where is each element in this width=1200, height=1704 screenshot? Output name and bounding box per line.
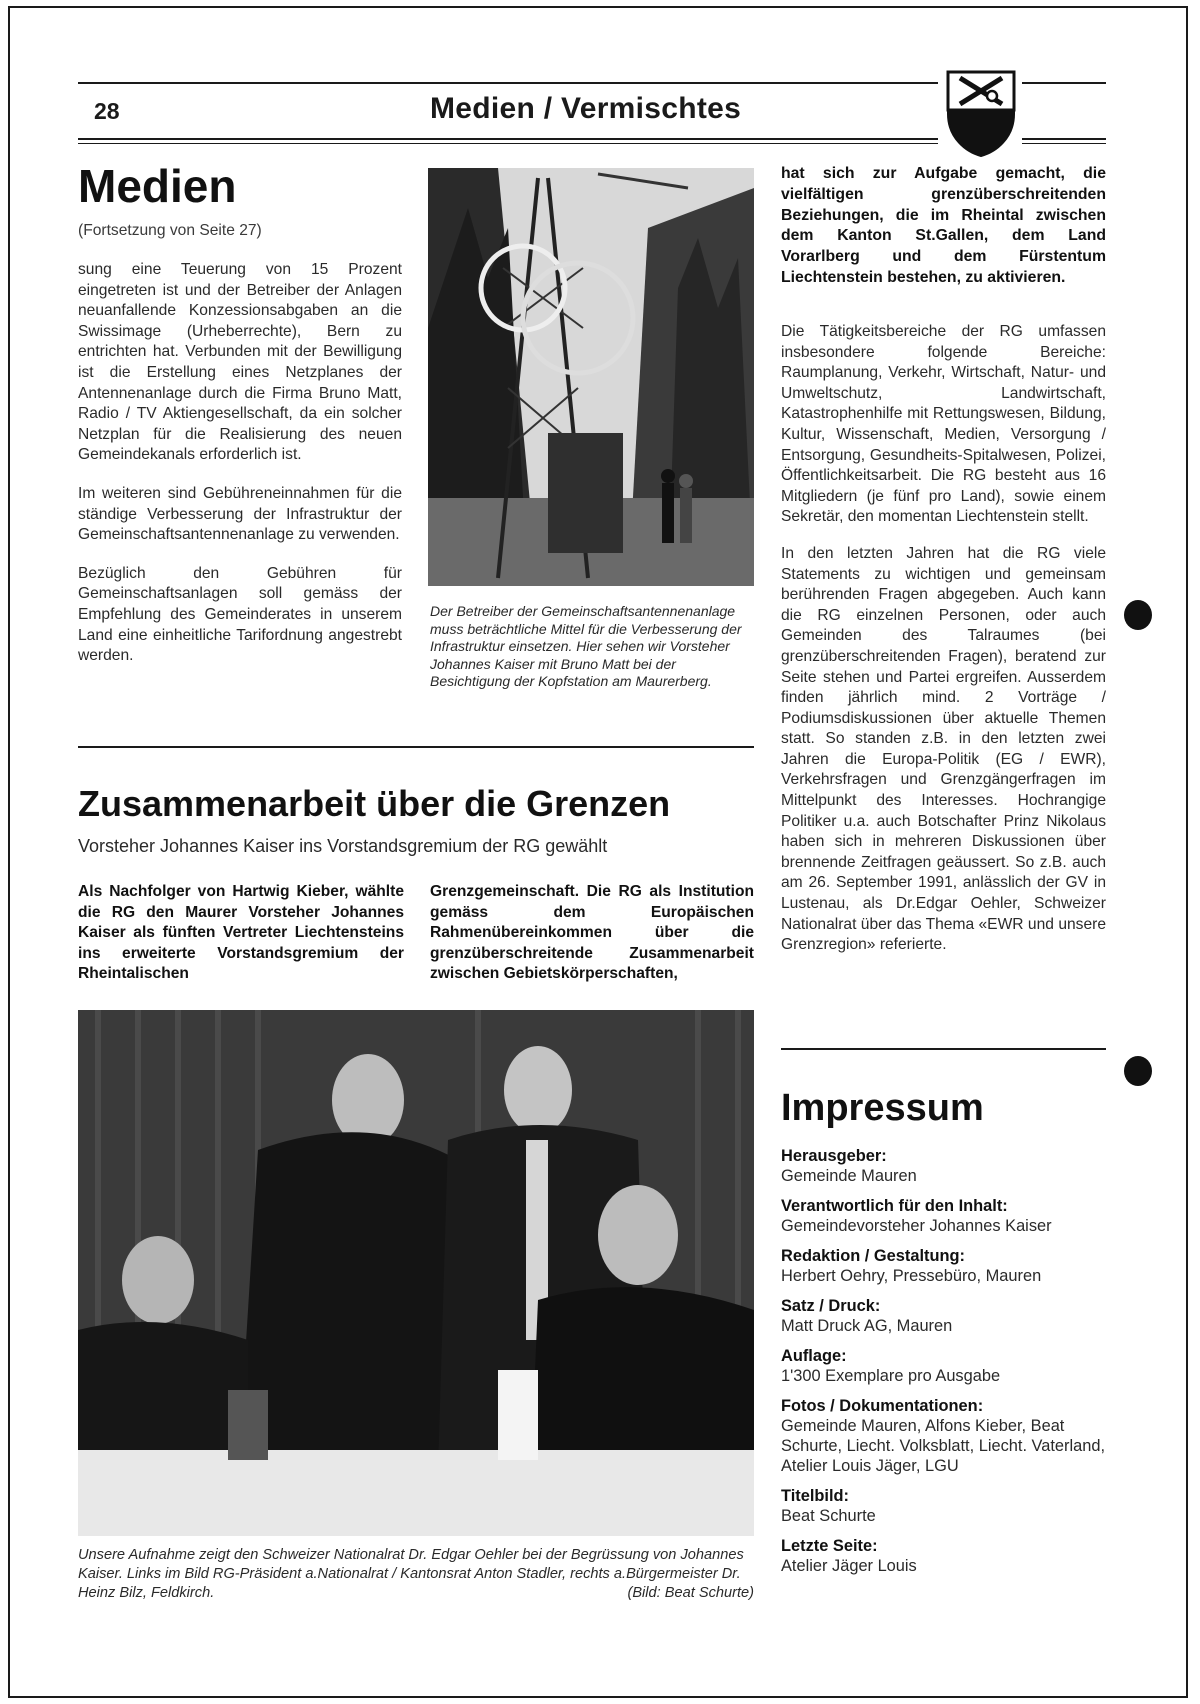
header-bottom-rule-right [1022,138,1106,140]
rg-lead-bold: hat sich zur Aufgabe gemacht, die vielfältigen grenzüberschreitenden Beziehungen, die im Rheintal zwischen dem Kanton St.Gallen, dem Land Vorarlberg und dem Fürstentum Liechtenstein bestehen, zu aktivieren. [781,165,1106,286]
impressum-label-auflage: Auflage: [781,1347,847,1365]
group-photo-caption [78,1546,754,1603]
zusammenarbeit-lead-col2: Grenzgemeinschaft. Die RG als Institution gemäss dem Europäischen Rahmenübereinkommen über die grenzüberschreitende Zusammenarbeit zwischen Gebietskörperschaften, [430,883,754,983]
medien-title: Medien [78,160,237,212]
zusammenarbeit-subtitle: Vorsteher Johannes Kaiser ins Vorstandsgremium der RG gewählt [78,836,608,856]
group-photo-caption-text: Unsere Aufnahme zeigt den Schweizer Nationalrat Dr. Edgar Oehler bei der Begrüssung von Johannes Kaiser. Links im Bild RG-Präsident a.Nationalrat / Kantonsrat Anton Stadler, rechts a.Bürgermeister Dr. Heinz Bilz, Feldkirch. [78,1547,744,1601]
header-bottom-rule [78,138,938,140]
group-photo [78,1010,754,1536]
rg-paragraph-2: In den letzten Jahren hat die RG viele Statements zu wichtigen und gemeinsam berührenden Fragen abgegeben. Auch kann die RG einzelnen Personen, oder auch Gemeinden des Talraumes (bei grenzüberschreitenden Fragen), beratend zur Seite stehen und Partei ergreifen. Ausserdem finden jährlich mind. 2 Vorträge / Podiumsdiskussionen über aktuelle Themen statt. So standen z.B. in den letzten zwei Jahren die Europa-Politik (EG / EWR), Verkehrsfragen und Grenzgängerfragen im Mittelpunkt des Interesses. Hochrangige Politiker u.a. auch Botschafter Prinz Nikolaus haben sich in mehreren Diskussionen über brennende Zeitfragen geäussert. So z.B. auch am 26. September 1991, anlässlich der GV in Lustenau, als Dr.Edgar Oehler, Schweizer Nationalrat über das Thema «EWR und unsere Grenzregion» referierte. [781,544,1106,954]
section-title: Medien / Vermischtes [430,92,742,125]
punch-hole-bottom [1124,1056,1152,1086]
medien-body [78,260,402,685]
medien-paragraph-1: sung eine Teuerung von 15 Prozent eingetreten ist und der Betreiber der Anlagen neuanfallende Konzessionsabgaben an die Swissimage (Urheberrechte), Bern zu entrichten hat. Verbunden mit der Bewilligung ist die Erstellung eines Netzplanes der Antennenanlage durch die Firma Bruno Matt, Radio / TV Aktiengesellschaft, da ein solcher Netzplan für die Realisierung des neuen Gemeindekanals erforderlich ist. [78,261,402,464]
impressum-label-letzte-seite: Letzte Seite: [781,1537,878,1555]
impressum-divider [781,1048,1106,1050]
impressum-value-satz: Matt Druck AG, Mauren [781,1317,953,1335]
page-number: 28 [94,98,120,124]
header-top-rule [78,82,938,84]
impressum-label-fotos: Fotos / Dokumentationen: [781,1397,984,1415]
medien-continued: (Fortsetzung von Seite 27) [78,222,262,239]
medien-paragraph-2: Im weiteren sind Gebühreneinnahmen für die ständige Verbesserung der Infrastruktur der Gemeinschaftsantennenanlage zu verwenden. [78,484,402,544]
impressum-value-auflage: 1'300 Exemplare pro Ausgabe [781,1367,1001,1385]
impressum-label-herausgeber: Herausgeber: [781,1147,887,1165]
impressum-label-verantwortlich: Verantwortlich für den Inhalt: [781,1197,1008,1215]
header-top-rule-right [1022,82,1106,84]
impressum-value-redaktion: Herbert Oehry, Pressebüro, Mauren [781,1267,1042,1285]
municipal-crest-icon [944,70,1018,158]
impressum-list [781,1146,1106,1586]
section-divider [78,746,754,748]
impressum-value-titelbild: Beat Schurte [781,1507,876,1525]
antenna-photo-caption: Der Betreiber der Gemeinschaftsantennenanlage muss beträchtliche Mittel für die Verbesserung der Infrastruktur einsetzen. Hier sehen wir Vorsteher Johannes Kaiser mit Bruno Matt bei der Besichtigung der Kopfstation am Maurerberg. [430,603,742,690]
impressum-value-fotos: Gemeinde Mauren, Alfons Kieber, Beat Schurte, Liecht. Volksblatt, Liecht. Vaterland, Atelier Louis Jäger, LGU [781,1417,1106,1475]
antenna-photo [428,168,754,586]
header-bottom-rule-thin [78,143,938,144]
impressum-title: Impressum [781,1087,984,1129]
medien-paragraph-3: Bezüglich den Gebühren für Gemeinschaftsanlagen soll gemäss der Empfehlung des Gemeinderates in unserem Land eine einheitliche Tarifordnung angestrebt werden. [78,564,402,665]
impressum-value-herausgeber: Gemeinde Mauren [781,1167,917,1185]
impressum-label-satz: Satz / Druck: [781,1297,881,1315]
header-bottom-rule-right-thin [1022,143,1106,144]
zusammenarbeit-lead-col1: Als Nachfolger von Hartwig Kieber, wählte die RG den Maurer Vorsteher Johannes Kaiser als fünften Vertreter Liechtensteins ins erweiterte Vorstandsgremium der Rheintalischen [78,883,404,983]
punch-hole-top [1124,600,1152,630]
zusammenarbeit-title: Zusammenarbeit über die Grenzen [78,783,671,824]
impressum-label-redaktion: Redaktion / Gestaltung: [781,1247,965,1265]
impressum-value-verantwortlich: Gemeindevorsteher Johannes Kaiser [781,1217,1052,1235]
rg-paragraph-1: Die Tätigkeitsbereiche der RG umfassen insbesondere folgende Bereiche: Raumplanung, Verkehr, Wirtschaft, Natur- und Umweltschutz, Landwirtschaft, Katastrophenhilfe mit Rettungswesen, Bildung, Kultur, Wissenschaft, Medien, Versorgung / Entsorgung, Gesundheits-Spitalwesen, Polizei, Öffentlichkeitsarbeit. Die RG besteht aus 16 Mitgliedern (je fünf pro Land), sowie einem Sekretär, den momentan Liechtenstein stellt. [781,323,1106,526]
impressum-value-letzte-seite: Atelier Jäger Louis [781,1557,917,1575]
rg-body [781,322,1106,974]
group-photo-credit: (Bild: Beat Schurte) [627,1585,754,1601]
impressum-label-titelbild: Titelbild: [781,1487,849,1505]
